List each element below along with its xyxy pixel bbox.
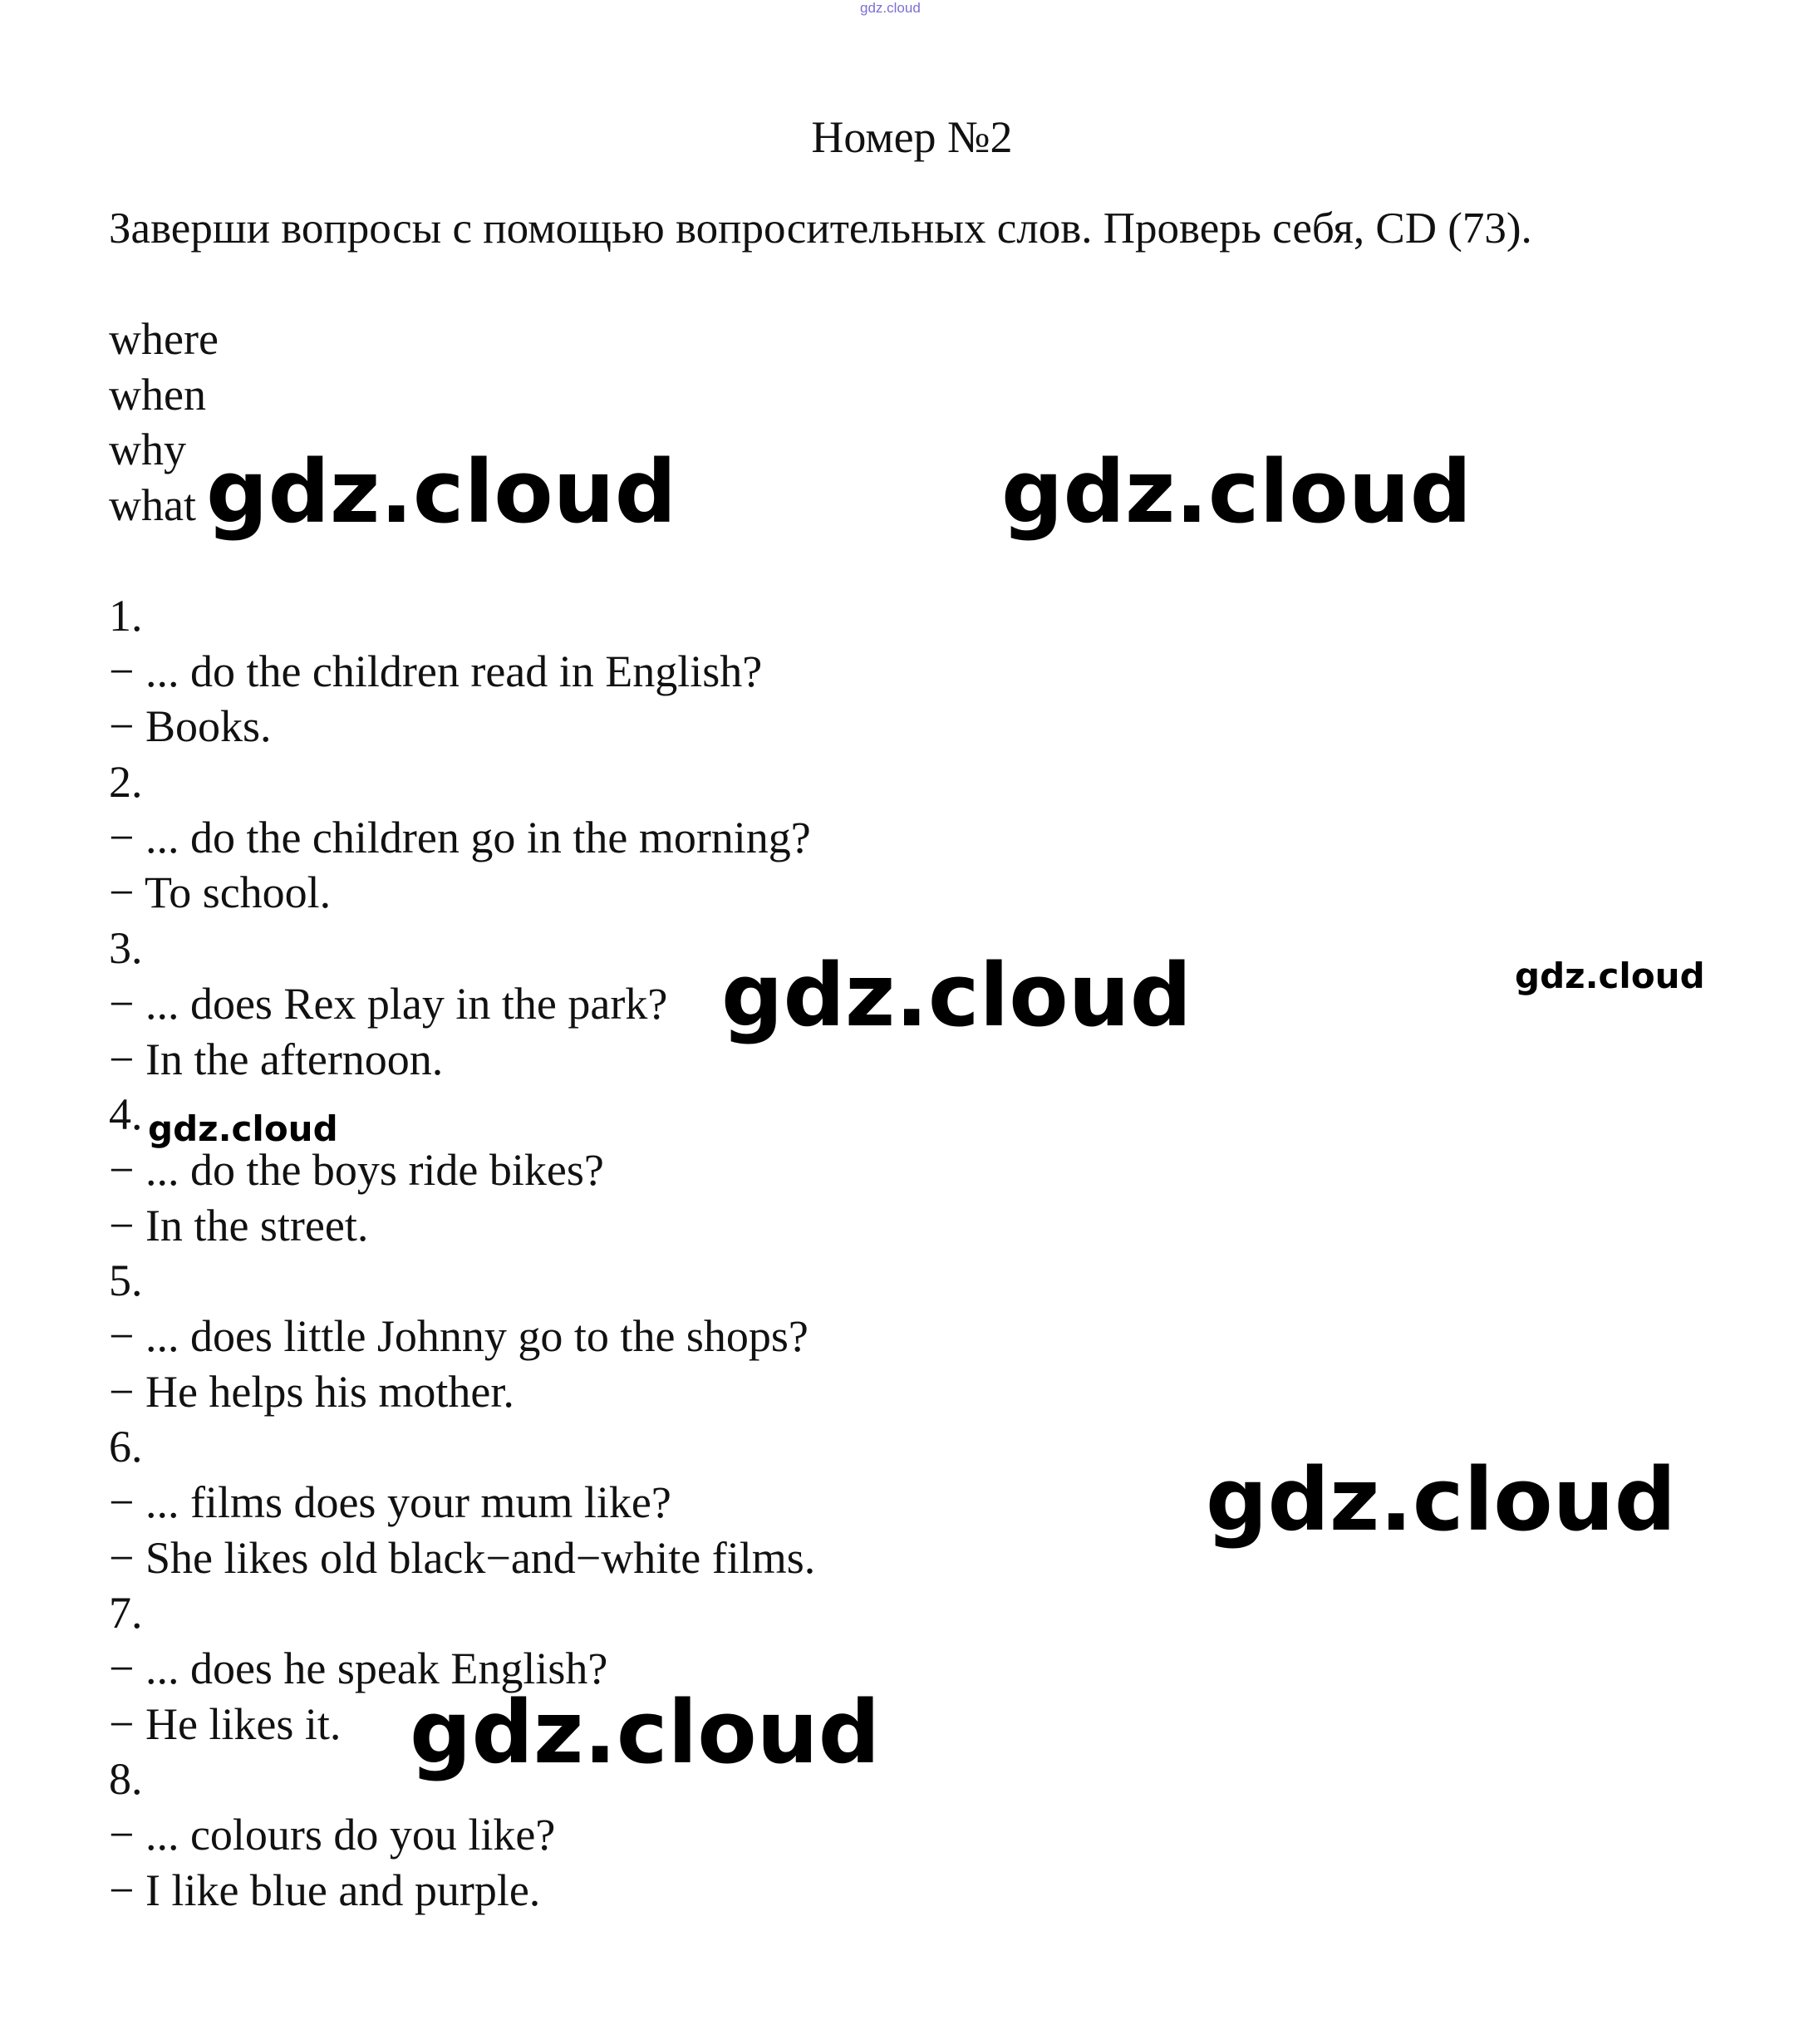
item-number: 4. <box>109 1089 143 1140</box>
exercise-item <box>109 921 815 1087</box>
item-question: − ... do the children go in the morning? <box>109 812 811 862</box>
item-number: 3. <box>109 923 143 974</box>
watermark: gdz.cloud <box>410 1682 881 1783</box>
item-answer: − In the street. <box>109 1200 369 1250</box>
item-question: − ... do the children read in English? <box>109 646 763 696</box>
watermark: gdz.cloud <box>206 441 677 543</box>
item-number: 5. <box>109 1255 143 1306</box>
item-answer: − Books. <box>109 701 272 752</box>
exercise-item <box>109 588 815 754</box>
item-answer: − To school. <box>109 867 332 918</box>
exercise-item <box>109 754 815 921</box>
item-answer: − I like blue and purple. <box>109 1865 541 1915</box>
item-question: − ... colours do you like? <box>109 1810 556 1860</box>
watermark: gdz.cloud <box>148 1108 338 1149</box>
item-answer: − In the afternoon. <box>109 1034 444 1084</box>
item-question: − ... do the boys ride bikes? <box>109 1144 604 1195</box>
watermark: gdz.cloud <box>1515 956 1705 996</box>
question-word: why <box>109 425 186 475</box>
question-words-list <box>109 312 219 533</box>
watermark: gdz.cloud <box>721 945 1192 1046</box>
exercise-item <box>109 1419 815 1585</box>
item-question: − ... does little Johnny go to the shops? <box>109 1310 809 1361</box>
item-answer: − He helps his mother. <box>109 1366 514 1417</box>
item-number: 6. <box>109 1422 143 1472</box>
item-question: − ... does Rex play in the park? <box>109 978 668 1029</box>
question-word: when <box>109 369 206 420</box>
instruction-text: Заверши вопросы с помощью вопросительных слов. Проверь себя, CD (73). <box>109 204 1532 253</box>
question-word: what <box>109 480 196 531</box>
top-watermark: gdz.cloud <box>860 0 921 16</box>
item-question: − ... films does your mum like? <box>109 1477 671 1527</box>
item-answer: − He likes it. <box>109 1698 342 1749</box>
watermark: gdz.cloud <box>1001 441 1472 543</box>
question-word: where <box>109 314 219 364</box>
watermark: gdz.cloud <box>1206 1449 1677 1550</box>
item-number: 7. <box>109 1588 143 1639</box>
exercise-item <box>109 1253 815 1419</box>
item-answer: − She likes old black−and−white films. <box>109 1532 816 1583</box>
item-number: 2. <box>109 757 143 808</box>
item-number: 8. <box>109 1754 143 1805</box>
item-question: − ... does he speak English? <box>109 1644 608 1694</box>
item-number: 1. <box>109 591 143 641</box>
page-title: Номер №2 <box>811 112 1013 162</box>
